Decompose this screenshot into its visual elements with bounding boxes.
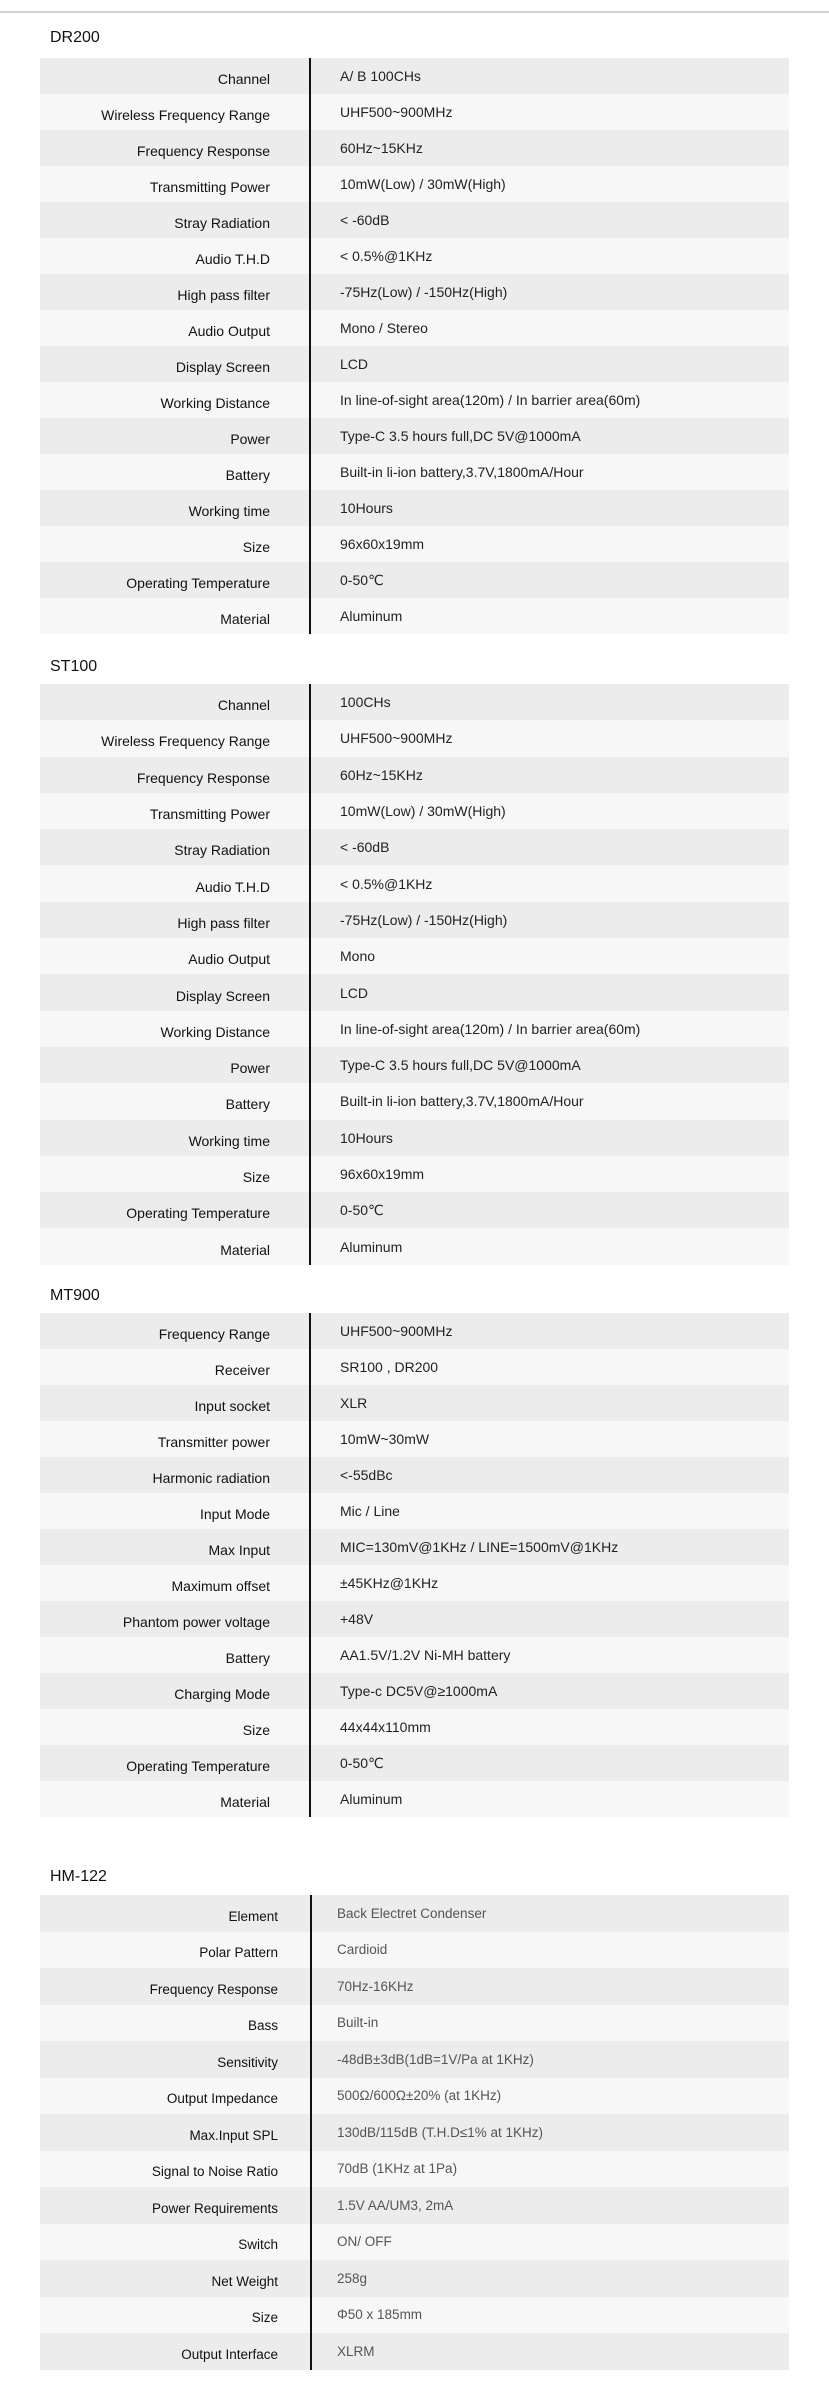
table-row — [40, 902, 789, 938]
table-row — [40, 1895, 789, 1932]
spec-label: Stray Radiation — [174, 215, 270, 231]
table-row — [40, 2224, 789, 2261]
spec-value: 96x60x19mm — [340, 536, 425, 552]
table-row — [40, 1932, 789, 1969]
spec-value: 130dB/115dB (T.H.D≤1% at 1KHz) — [337, 2124, 544, 2140]
spec-table — [40, 1895, 789, 2370]
spec-label: Audio Output — [188, 951, 270, 968]
spec-value: Back Electret Condenser — [337, 1905, 487, 1921]
section-title: HM-122 — [50, 1868, 107, 1885]
spec-label: Switch — [238, 2237, 278, 2253]
table-row — [40, 562, 789, 598]
spec-value: In line-of-sight area(120m) / In barrier area(60m) — [340, 1020, 641, 1037]
spec-label: Size — [251, 2310, 278, 2326]
spec-label: Frequency Response — [136, 143, 270, 159]
table-row — [40, 1156, 789, 1192]
spec-label: Material — [220, 611, 270, 627]
table-row — [40, 1601, 789, 1637]
spec-label: Power — [230, 431, 270, 447]
spec-label: Signal to Noise Ratio — [151, 2164, 278, 2180]
spec-label: Operating Temperature — [126, 1205, 270, 1222]
spec-value: -48dB±3dB(1dB=1V/Pa at 1KHz) — [337, 2051, 534, 2067]
spec-value: Aluminum — [340, 1238, 403, 1255]
spec-value: 0-50℃ — [340, 1754, 384, 1771]
table-row — [40, 166, 789, 202]
table-row — [40, 598, 789, 634]
spec-value: 10mW(Low) / 30mW(High) — [340, 176, 506, 192]
column-divider — [309, 684, 311, 1265]
table-row — [40, 1637, 789, 1673]
spec-value: < 0.5%@1KHz — [340, 875, 433, 892]
spec-value: Mono — [340, 948, 376, 965]
spec-label: Channel — [217, 71, 270, 87]
table-row — [40, 865, 789, 901]
spec-label: Harmonic radiation — [152, 1470, 270, 1486]
table-row — [40, 1011, 789, 1047]
spec-label: Max Input — [208, 1542, 270, 1558]
spec-value: 70Hz-16KHz — [337, 1978, 414, 1994]
spec-value: 60Hz~15KHz — [340, 140, 423, 156]
spec-label: Working time — [188, 503, 270, 519]
spec-table — [40, 684, 789, 1265]
spec-value: Aluminum — [340, 608, 403, 624]
spec-value: XLR — [340, 1395, 368, 1411]
spec-value: 10mW~30mW — [340, 1431, 430, 1447]
section-title: DR200 — [50, 29, 100, 46]
spec-value: 258g — [337, 2270, 368, 2286]
spec-value: A/ B 100CHs — [340, 68, 421, 84]
spec-label: Working Distance — [160, 395, 270, 411]
table-row — [40, 1709, 789, 1745]
spec-value: 60Hz~15KHz — [340, 766, 423, 783]
spec-label: Display Screen — [175, 987, 270, 1004]
spec-value: -75Hz(Low) / -150Hz(High) — [340, 911, 508, 928]
spec-value: 44x44x110mm — [340, 1719, 431, 1735]
spec-label: Size — [242, 539, 270, 555]
spec-value: SR100 , DR200 — [340, 1359, 439, 1375]
column-divider — [309, 1313, 311, 1817]
spec-label: Output Impedance — [166, 2091, 278, 2107]
spec-label: Input Mode — [199, 1506, 270, 1522]
spec-value: 10Hours — [340, 500, 393, 516]
table-row — [40, 1385, 789, 1421]
spec-value: ON/ OFF — [337, 2234, 392, 2250]
table-row — [40, 58, 789, 94]
spec-label: Receiver — [214, 1362, 270, 1378]
spec-value: Built-in li-ion battery,3.7V,1800mA/Hour — [340, 1093, 584, 1110]
spec-value: UHF500~900MHz — [340, 104, 453, 120]
spec-value: XLRM — [337, 2343, 375, 2359]
spec-label: Power — [230, 1060, 270, 1077]
spec-value: Cardioid — [337, 1942, 388, 1958]
spec-value: < -60dB — [340, 212, 390, 228]
spec-label: Sensitivity — [217, 2054, 278, 2070]
table-row — [40, 1968, 789, 2005]
spec-value: UHF500~900MHz — [340, 730, 453, 747]
spec-label: Input socket — [194, 1398, 270, 1414]
spec-value: 500Ω/600Ω±20% (at 1KHz) — [337, 2088, 502, 2104]
table-row — [40, 1493, 789, 1529]
spec-label: Material — [220, 1241, 270, 1258]
spec-value: MIC=130mV@1KHz / LINE=1500mV@1KHz — [340, 1539, 619, 1555]
table-row — [40, 1565, 789, 1601]
spec-label: Display Screen — [175, 359, 270, 375]
spec-label: Wireless Frequency Range — [101, 733, 270, 750]
spec-value: AA1.5V/1.2V Ni-MH battery — [340, 1647, 511, 1663]
spec-label: Frequency Range — [158, 1326, 270, 1342]
table-row — [40, 938, 789, 974]
spec-label: Operating Temperature — [126, 1758, 270, 1774]
spec-value: Type-C 3.5 hours full,DC 5V@1000mA — [340, 1057, 581, 1074]
spec-label: Maximum offset — [171, 1578, 270, 1594]
table-row — [40, 2260, 789, 2297]
spec-label: Power Requirements — [151, 2200, 278, 2216]
table-row — [40, 1529, 789, 1565]
spec-label: Battery — [225, 467, 270, 483]
spec-value: Aluminum — [340, 1791, 403, 1807]
column-divider — [309, 58, 311, 634]
spec-value: LCD — [340, 356, 369, 372]
table-row — [40, 793, 789, 829]
spec-value: 96x60x19mm — [340, 1166, 425, 1182]
table-row — [40, 310, 789, 346]
spec-value: 10mW(Low) / 30mW(High) — [340, 803, 506, 820]
spec-value: Mono / Stereo — [340, 320, 428, 336]
spec-value: ±45KHz@1KHz — [340, 1575, 439, 1591]
spec-label: Channel — [217, 697, 270, 714]
spec-label: Output Interface — [181, 2346, 278, 2362]
spec-value: UHF500~900MHz — [340, 1323, 453, 1339]
spec-label: Max.Input SPL — [189, 2127, 278, 2143]
spec-label: Size — [242, 1722, 270, 1738]
table-row — [40, 1120, 789, 1156]
spec-label: Audio T.H.D — [195, 878, 270, 895]
table-row — [40, 1349, 789, 1385]
spec-label: Element — [228, 1908, 278, 1924]
spec-label: Battery — [225, 1096, 270, 1113]
section-title: MT900 — [50, 1287, 100, 1304]
top-divider-line — [0, 11, 829, 13]
table-row — [40, 1047, 789, 1083]
table-row — [40, 2333, 789, 2370]
table-row — [40, 2187, 789, 2224]
table-row — [40, 94, 789, 130]
spec-value: < -60dB — [340, 839, 390, 856]
spec-label: Transmitter power — [157, 1434, 270, 1450]
spec-label: Working time — [188, 1132, 270, 1149]
spec-value: In line-of-sight area(120m) / In barrier area(60m) — [340, 392, 641, 408]
spec-label: Size — [242, 1169, 270, 1185]
spec-label: Bass — [247, 2018, 278, 2034]
spec-value: Mic / Line — [340, 1503, 400, 1519]
spec-label: High pass filter — [177, 287, 270, 303]
spec-label: Frequency Response — [136, 769, 270, 786]
table-row — [40, 2151, 789, 2188]
table-row — [40, 490, 789, 526]
spec-value: 70dB (1KHz at 1Pa) — [337, 2161, 458, 2177]
table-row — [40, 2297, 789, 2334]
spec-value: Type-c DC5V@≥1000mA — [340, 1683, 498, 1699]
table-row — [40, 526, 789, 562]
table-row — [40, 829, 789, 865]
spec-table — [40, 1313, 789, 1817]
spec-label: Polar Pattern — [199, 1945, 278, 1961]
table-row — [40, 1421, 789, 1457]
spec-value: Built-in — [337, 2015, 379, 2031]
spec-label: Wireless Frequency Range — [101, 107, 270, 123]
table-row — [40, 684, 789, 720]
table-row — [40, 1083, 789, 1119]
table-row — [40, 2078, 789, 2115]
section-title: ST100 — [50, 658, 98, 675]
table-row — [40, 454, 789, 490]
spec-value: <-55dBc — [340, 1467, 393, 1483]
spec-label: Frequency Response — [149, 1981, 278, 1997]
spec-value: 0-50℃ — [340, 1201, 384, 1218]
table-row — [40, 2114, 789, 2151]
spec-value: Type-C 3.5 hours full,DC 5V@1000mA — [340, 428, 581, 444]
spec-label: Battery — [225, 1650, 270, 1666]
table-row — [40, 1457, 789, 1493]
spec-value: -75Hz(Low) / -150Hz(High) — [340, 284, 508, 300]
spec-value: +48V — [340, 1611, 374, 1627]
spec-value: Built-in li-ion battery,3.7V,1800mA/Hour — [340, 464, 584, 480]
spec-label: Operating Temperature — [126, 575, 270, 591]
spec-label: Phantom power voltage — [122, 1614, 270, 1630]
spec-label: Working Distance — [160, 1023, 270, 1040]
spec-value: 1.5V AA/UM3, 2mA — [337, 2197, 454, 2213]
spec-label: Audio T.H.D — [195, 251, 270, 267]
table-row — [40, 2005, 789, 2042]
table-row — [40, 130, 789, 166]
table-row — [40, 2041, 789, 2078]
table-row — [40, 974, 789, 1010]
spec-label: Transmitting Power — [149, 806, 270, 823]
table-row — [40, 202, 789, 238]
table-row — [40, 1745, 789, 1781]
table-row — [40, 1781, 789, 1817]
spec-label: Audio Output — [188, 323, 270, 339]
spec-table — [40, 58, 789, 634]
table-row — [40, 346, 789, 382]
spec-value: 10Hours — [340, 1129, 393, 1146]
table-row — [40, 238, 789, 274]
spec-value: 0-50℃ — [340, 571, 384, 588]
spec-value: LCD — [340, 984, 369, 1001]
spec-label: Material — [220, 1794, 270, 1810]
spec-value: 100CHs — [340, 694, 391, 711]
spec-label: Stray Radiation — [174, 842, 270, 859]
table-row — [40, 1192, 789, 1228]
column-divider — [310, 1895, 312, 2370]
spec-value: Φ50 x 185mm — [337, 2307, 423, 2323]
spec-value: < 0.5%@1KHz — [340, 248, 433, 264]
spec-label: Net Weight — [211, 2273, 278, 2289]
table-row — [40, 1228, 789, 1264]
table-row — [40, 1313, 789, 1349]
table-row — [40, 757, 789, 793]
table-row — [40, 418, 789, 454]
table-row — [40, 1673, 789, 1709]
spec-label: Charging Mode — [174, 1686, 270, 1702]
table-row — [40, 274, 789, 310]
spec-label: Transmitting Power — [149, 179, 270, 195]
table-row — [40, 720, 789, 756]
spec-label: High pass filter — [177, 914, 270, 931]
table-row — [40, 382, 789, 418]
